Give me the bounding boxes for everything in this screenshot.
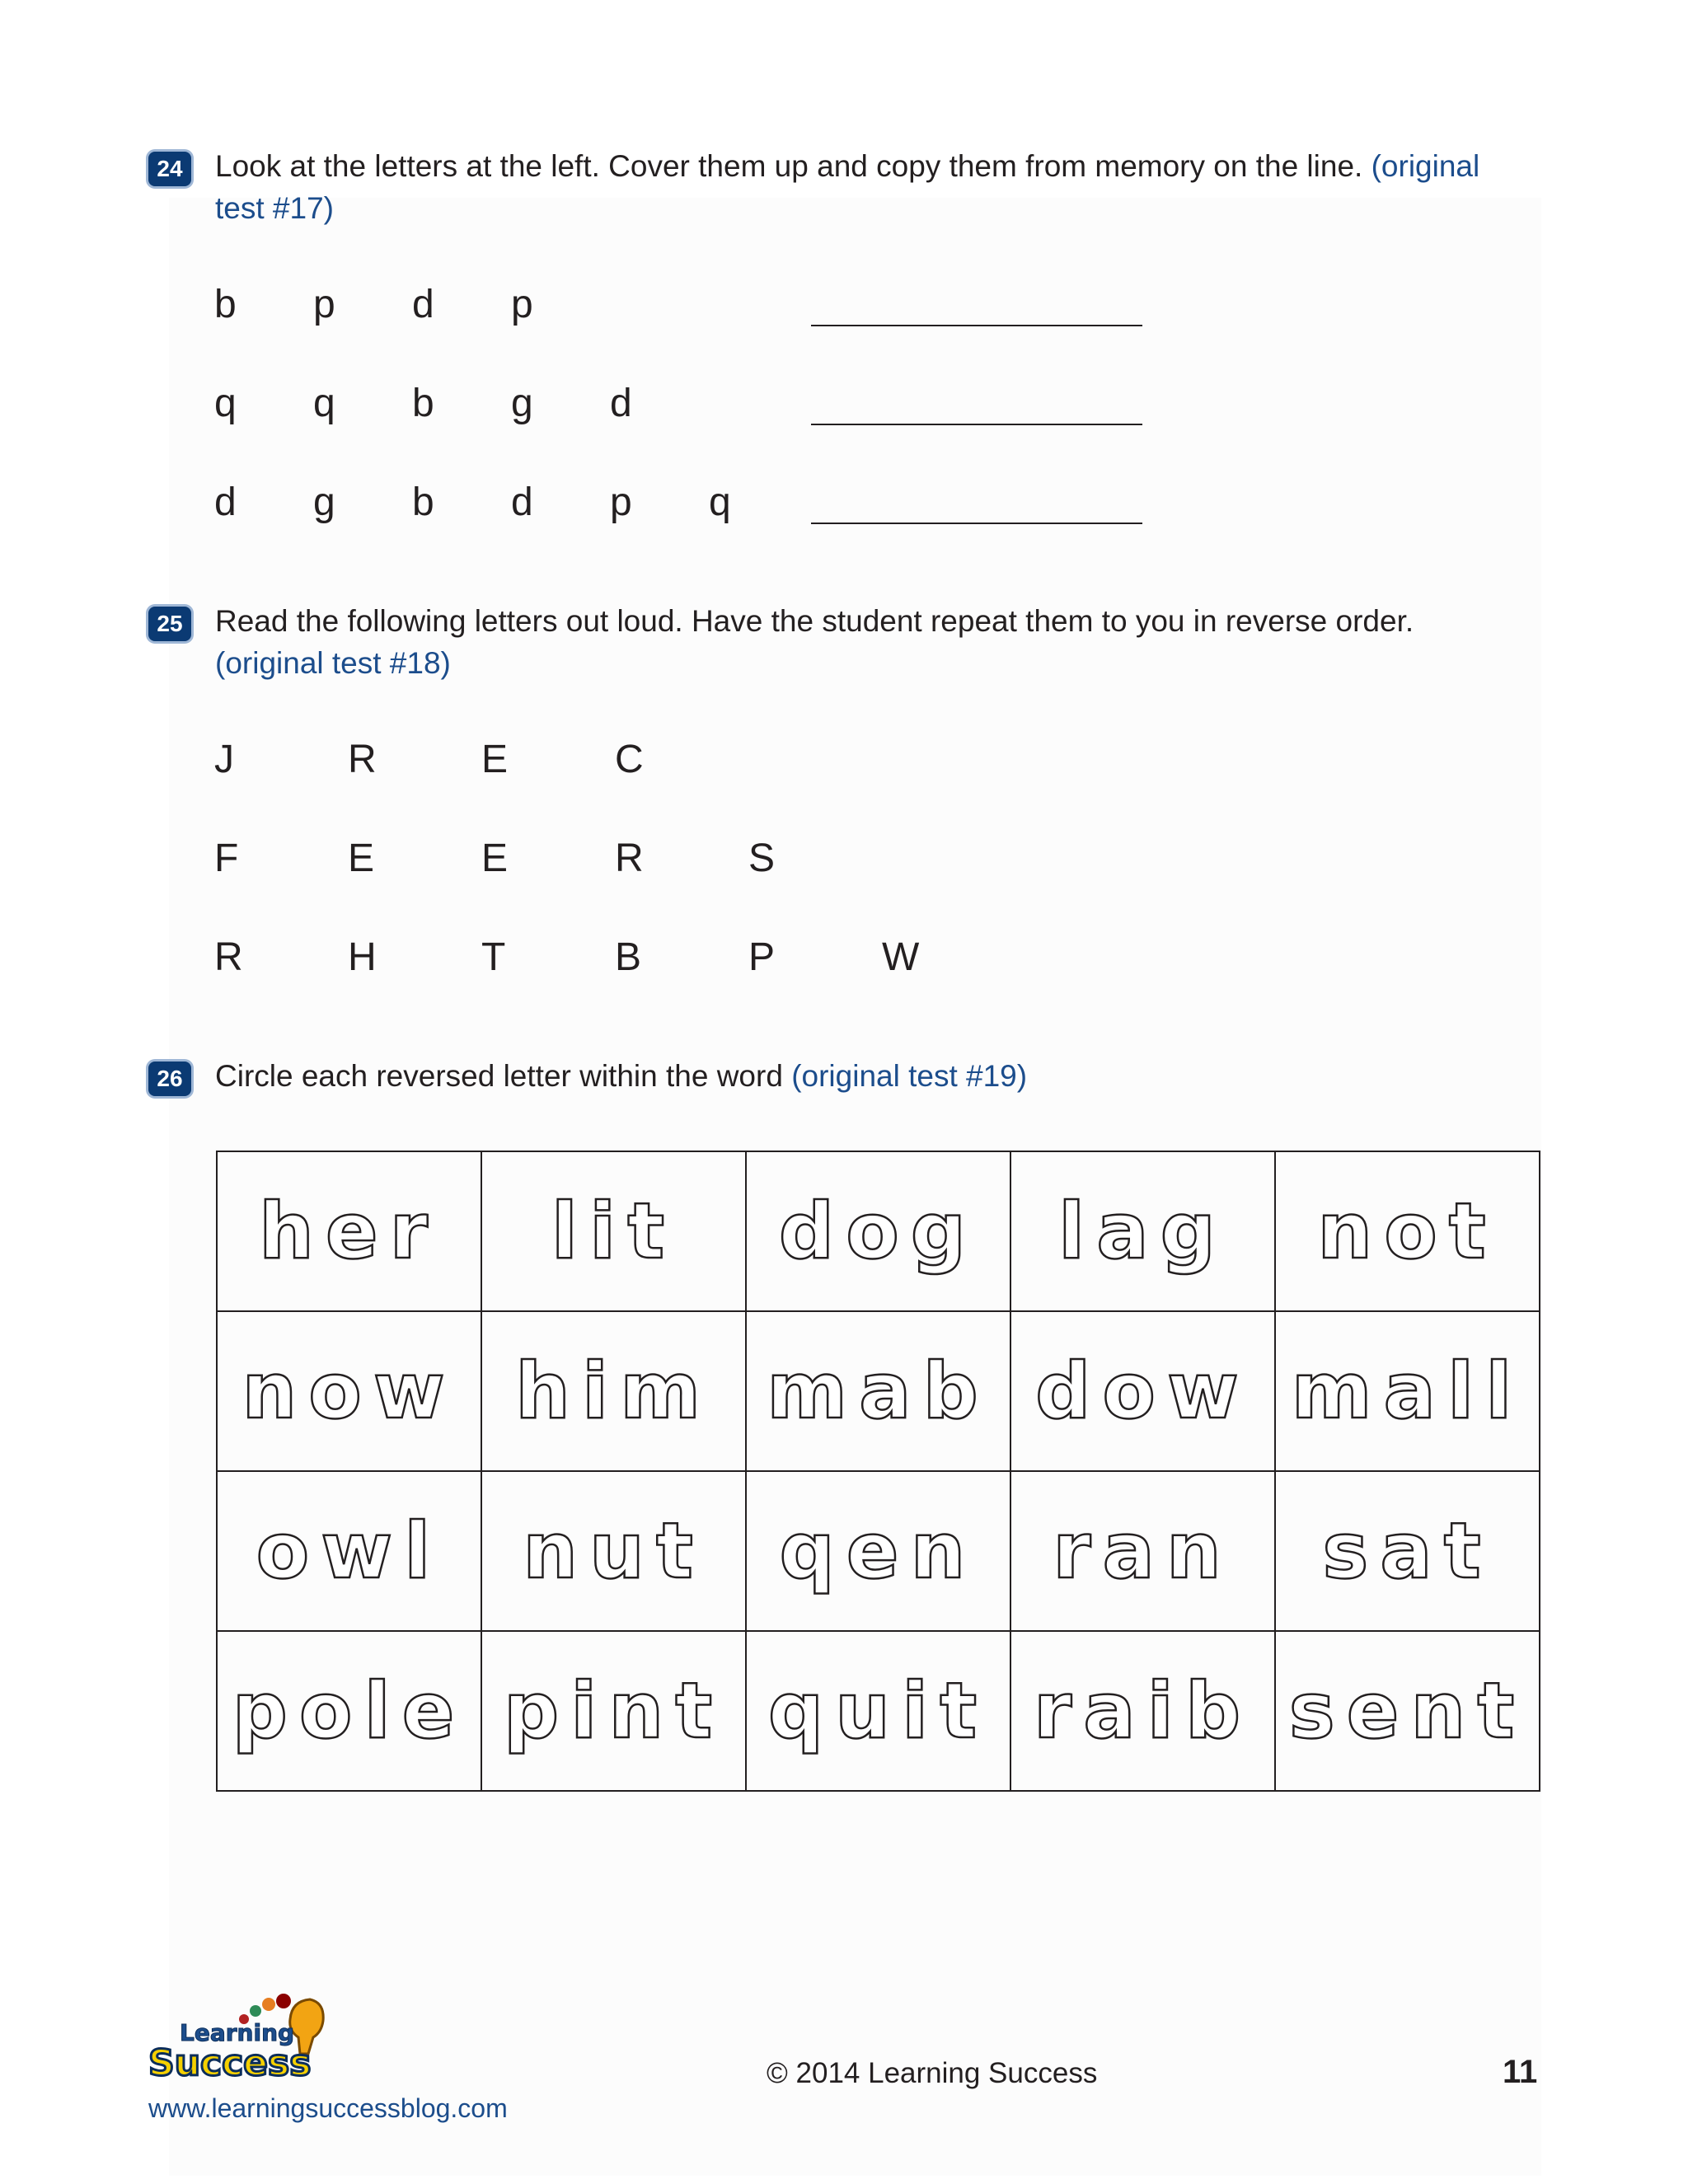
- outlined-word: dow: [1035, 1346, 1250, 1436]
- instruction-text: Read the following letters out loud. Have the student repeat them to you in reverse order.: [215, 604, 1414, 638]
- letter: g: [511, 382, 533, 425]
- outlined-word: ran: [1053, 1506, 1233, 1596]
- letter: d: [610, 382, 632, 425]
- logo-text-top: Learning: [180, 2019, 295, 2046]
- outlined-word: mab: [767, 1346, 990, 1436]
- letter: E: [348, 837, 375, 880]
- letter: q: [214, 382, 237, 425]
- outlined-word: sent: [1288, 1666, 1526, 1756]
- question-instruction: [215, 1055, 1534, 1097]
- question-number-badge: 25: [148, 607, 191, 641]
- word-cell[interactable]: [746, 1631, 1010, 1791]
- outlined-word: now: [241, 1346, 457, 1436]
- outlined-word: raib: [1033, 1666, 1253, 1756]
- word-cell[interactable]: [217, 1151, 481, 1311]
- letter: R: [214, 935, 243, 979]
- page-number: 11: [1503, 2054, 1538, 2090]
- letter: q: [313, 382, 335, 425]
- reversed-letters-grid: [216, 1151, 1540, 1792]
- letter: R: [615, 837, 644, 880]
- grid-row: [217, 1471, 1540, 1631]
- letter: B: [615, 935, 642, 979]
- grid-row: [217, 1311, 1540, 1471]
- question-instruction: [215, 600, 1534, 684]
- letter: q: [709, 480, 731, 524]
- grid-row: [217, 1151, 1540, 1311]
- answer-line[interactable]: [811, 325, 1142, 326]
- question-number-badge: 24: [148, 152, 191, 186]
- instruction-text: Circle each reversed letter within the word: [215, 1059, 783, 1093]
- word-cell[interactable]: [746, 1471, 1010, 1631]
- outlined-word: qen: [779, 1506, 978, 1596]
- letter: S: [748, 837, 776, 880]
- outlined-word: mall: [1291, 1346, 1524, 1436]
- letter: J: [214, 738, 234, 781]
- word-cell[interactable]: [1275, 1151, 1540, 1311]
- outlined-word: her: [258, 1186, 440, 1277]
- word-cell[interactable]: [481, 1311, 746, 1471]
- letter: d: [214, 480, 237, 524]
- copyright-notice: © 2014 Learning Success: [767, 2057, 1098, 2089]
- word-cell[interactable]: [481, 1151, 746, 1311]
- letter: d: [511, 480, 533, 524]
- outlined-word: nut: [523, 1506, 705, 1596]
- original-test-reference: (original test #19): [791, 1059, 1028, 1093]
- letter: E: [481, 738, 509, 781]
- letter: P: [748, 935, 776, 979]
- word-cell[interactable]: [217, 1471, 481, 1631]
- outlined-word: dog: [778, 1186, 978, 1277]
- word-cell[interactable]: [1010, 1311, 1275, 1471]
- outlined-word: him: [514, 1346, 713, 1436]
- letter: b: [412, 382, 434, 425]
- word-cell[interactable]: [217, 1311, 481, 1471]
- word-cell[interactable]: [1010, 1631, 1275, 1791]
- answer-line[interactable]: [811, 424, 1142, 425]
- original-test-reference: (original test #18): [215, 646, 451, 680]
- letter: p: [313, 283, 335, 326]
- question-number-badge: 26: [148, 1062, 191, 1096]
- letter: b: [214, 283, 237, 326]
- word-cell[interactable]: [1275, 1311, 1540, 1471]
- letter: g: [313, 480, 335, 524]
- word-cell[interactable]: [1010, 1151, 1275, 1311]
- word-cell[interactable]: [481, 1631, 746, 1791]
- outlined-word: pole: [232, 1666, 467, 1756]
- word-cell[interactable]: [1275, 1631, 1540, 1791]
- original-test-reference: (original test #17): [215, 149, 1480, 225]
- letter: H: [348, 935, 377, 979]
- outlined-word: quit: [767, 1666, 989, 1756]
- learning-success-logo: [147, 1993, 336, 2092]
- outlined-word: owl: [256, 1506, 443, 1596]
- word-cell[interactable]: [1275, 1471, 1540, 1631]
- letter: W: [882, 935, 920, 979]
- letter: E: [481, 837, 509, 880]
- website-url[interactable]: www.learningsuccessblog.com: [148, 2093, 508, 2123]
- letter: C: [615, 738, 644, 781]
- word-cell[interactable]: [746, 1151, 1010, 1311]
- word-cell[interactable]: [217, 1631, 481, 1791]
- logo-text-bottom: Success: [148, 2042, 312, 2084]
- outlined-word: not: [1317, 1186, 1498, 1277]
- letter: p: [511, 283, 533, 326]
- outlined-word: pint: [503, 1666, 724, 1756]
- word-cell[interactable]: [481, 1471, 746, 1631]
- outlined-word: sat: [1322, 1506, 1493, 1596]
- grid-row: [217, 1631, 1540, 1791]
- outlined-word: lit: [551, 1186, 677, 1277]
- letter: R: [348, 738, 377, 781]
- answer-line[interactable]: [811, 523, 1142, 524]
- word-cell[interactable]: [1010, 1471, 1275, 1631]
- question-instruction: [215, 145, 1534, 229]
- letter: d: [412, 283, 434, 326]
- letter: T: [481, 935, 506, 979]
- letter: p: [610, 480, 632, 524]
- outlined-word: lag: [1058, 1186, 1227, 1277]
- letter: b: [412, 480, 434, 524]
- instruction-text: Look at the letters at the left. Cover them up and copy them from memory on the line.: [215, 149, 1363, 183]
- letter: F: [214, 837, 239, 880]
- word-cell[interactable]: [746, 1311, 1010, 1471]
